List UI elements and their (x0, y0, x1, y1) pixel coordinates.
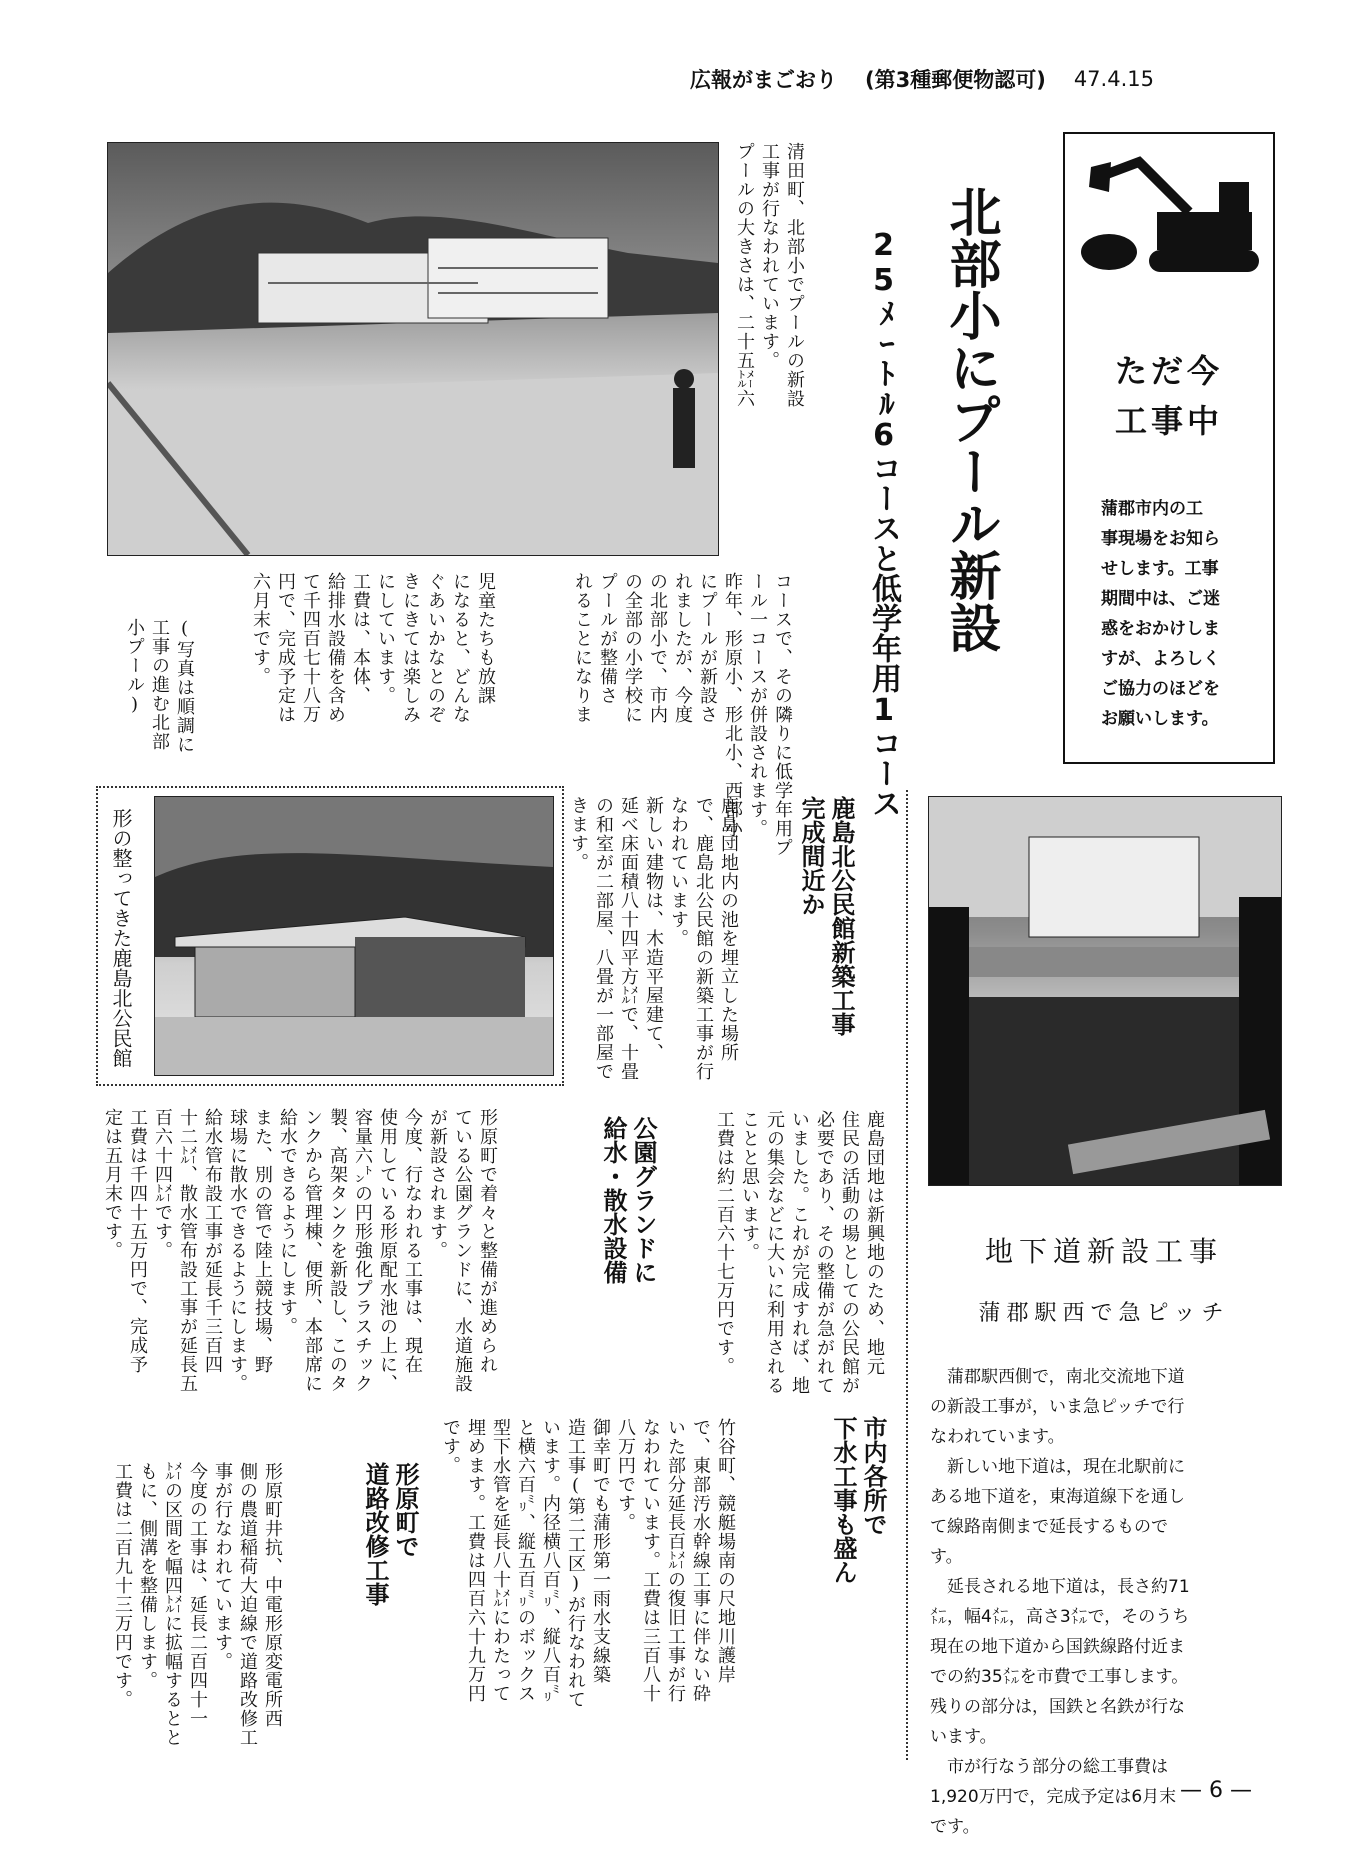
pool-construction-photo (107, 142, 719, 556)
pool-photo-illustration (108, 143, 718, 555)
road-headline: 形原町で 道路改修工事 (361, 1462, 419, 1606)
community-hall-photo (154, 796, 554, 1076)
underpass-headline: 地下道新設工事 (984, 1235, 1223, 1268)
underpass-subheadline: 蒲郡駅西で急ピッチ (978, 1301, 1230, 1326)
excavator-icon (1069, 142, 1269, 282)
underpass-paragraph: 延長される地下道は，長さ約71㍍，幅4㍍，高さ3㍍で，そのうち現在の地下道から国鉄線路付近までの約35㍍を市費で工事します。残りの部分は，国鉄と名鉄が行ないます。 (930, 1577, 1190, 1747)
park-headline: 公園グランドに 給水・散水設備 (599, 1116, 657, 1284)
community-hall-illustration (155, 797, 553, 1075)
community-hall-caption: 形の整ってきた鹿島北公民館 (109, 808, 133, 1068)
underpass-photo-illustration (929, 797, 1281, 1185)
underpass-construction-photo (928, 796, 1282, 1186)
sewer-text: 竹谷町、競艇場南の尺地川護岸 で、東部汚水幹線工事に伴ない砕 いた部分延長百㍍の復旧工事が行 なわれています。工費は三百八十 八万円です。 御幸町でも蒲形第一雨水支線築 造工事(第二工区)が行なわれて います。内径横八百㍉、縦八百㍉ と横六百㍉、縦五百㍉のボックス 型下水管を延長八十㍍にわたって 埋めます。工費は四百六十九万円 です。 (440, 1418, 736, 1709)
column-divider (906, 790, 908, 1760)
pool-text-column-1: 清田町、北部小でプールの新設 工事が行なわれています。 プールの大きさは、二十五㍍六 (734, 142, 805, 408)
issue-date: 47.4.15 (1073, 67, 1154, 91)
pool-headline: 北部小にプール新設 (940, 185, 1001, 653)
underpass-body (930, 1362, 1192, 1842)
community-hall-photo-frame (96, 786, 564, 1086)
notice-body: 蒲郡市内の工 事現場をお知ら せします。工事 期間中は、ご迷 惑をおかけしま すが、よろしく ご協力のほどを お願いします。 (1101, 499, 1220, 729)
notice-title-line1: ただ今 (1114, 352, 1223, 390)
sewer-headline: 市内各所で 下水工事も盛ん (829, 1416, 887, 1584)
park-text: 形原町で着々と整備が進められ ている公園グランドに、水道施設 が新設されます。 今度、行なわれる工事は、現在 使用している形原配水池の上に、 容量六㌧の円形強化プラスチック 製、高架タンクを新設し、このタ ンクから管理棟、便所、本部席に 給水できるようにします。 また、別の管で陸上競技場、野 球場に散水できるようにします。 給水管布設工事が延長千三百四 十二㍍、散水管布設工事が延長五 百六十四㍍です。 工費は千四十五万円で、完成予 定は五月末です。 (102, 1108, 498, 1393)
postal-permit: (第3種郵便物認可) (865, 68, 1046, 92)
underpass-paragraph: 市が行なう部分の総工事費は1,920万円で，完成予定は6月末です。 (930, 1757, 1177, 1837)
community-hall-text-2: 鹿島団地は新興地のため、地元 住民の活動の場としての公民館が 必要であり、その整備が急がれて いました。これが完成すれば、地 元の集会などに大いに利用される ことと思います。 工費は約二百六十七万円です。 (714, 1110, 885, 1395)
pool-subheadline: 25ﾒｰﾄﾙ6コースと低学年用1コース (866, 228, 901, 818)
community-hall-headline: 鹿島北公民館新築工事 完成間近か (797, 796, 855, 1036)
road-text: 形原町井抗、中電形原変電所西 側の農道稲荷大迫線で道路改修工 事が行なわれています。 今度の工事は、延長二百四十一 ㍍の区間を幅四㍍に拡幅するとと もに、側溝を整備します。 工費は二百九十三万円です。 (112, 1462, 283, 1747)
community-hall-text-1: 鹿島団地内の池を埋立した場所 で、鹿島北公民館の新築工事が行 なわれています。 新しい建物は、木造平屋建て、 延べ床面積八十四平方㍍で、十畳 の和室が二部屋、八畳が一部屋で きます。 (568, 796, 739, 1081)
publication-name: 広報がまごおり (690, 68, 837, 92)
pool-text-column-3: 児童たちも放課 になると、どんな ぐあいかなとのぞ きにきては楽しみ にしています。 工費は、本体、 給排水設備を含め て千四百七十八万 円で、完成予定は 六月末です。 (250, 572, 496, 724)
underpass-paragraph: 蒲郡駅西側で，南北交流地下道の新設工事が，いま急ピッチで行なわれています。 (930, 1367, 1185, 1447)
pool-text-column-2: コースで、その隣りに低学年用プ ール一コースが併設されます。 昨年、形原小、形北小、西部小 にプールが新設さ れましたが、今度 の北部小で、市内 の全部の小学校に プールが整備さ れることになりま (572, 572, 793, 857)
notice-title-line2: 工事中 (1114, 402, 1223, 440)
underpass-paragraph: 新しい地下道は，現在北駅前にある地下道を，東海道線下を通して線路南側まで延長するものです。 (930, 1457, 1185, 1567)
page-header (690, 62, 1250, 96)
pool-photo-caption: (写真は順調に 工事の進む北部 小プール) (124, 618, 195, 754)
page-number: — 6 — (1180, 1778, 1252, 1803)
construction-notice-box (1063, 132, 1275, 764)
